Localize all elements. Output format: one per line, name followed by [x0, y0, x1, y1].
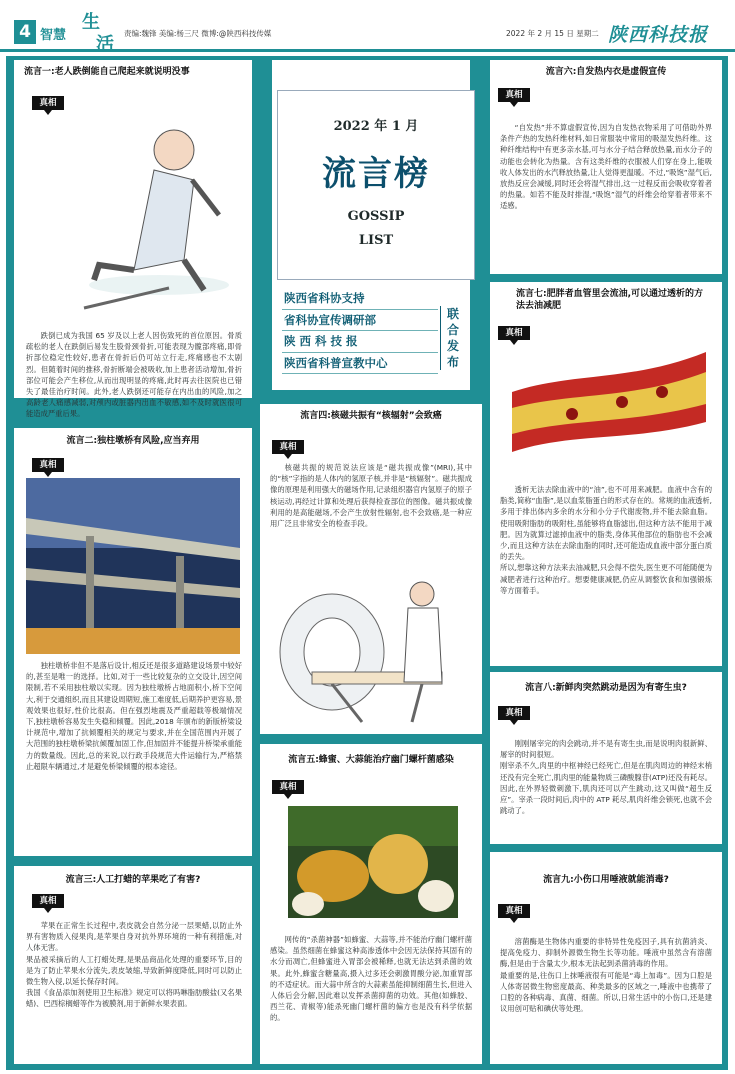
org-3: 陕 西 科 技 报	[282, 331, 438, 353]
rumor-card-1	[14, 60, 252, 419]
rumor-title: 流言三:人工打蜡的苹果吃了有害?	[65, 875, 201, 885]
rumor-title: 流言四:核磁共振有“核辐射”会致癌	[300, 411, 442, 421]
rumor-body: 跌倒已成为我国 65 岁及以上老人因伤致死的首位原因。骨质疏松的老人在跌倒后易发生股骨颈骨折,可能表现为髋部疼痛,即骨折部位稳定性较好,患者在骨折后仍可站立行走,疼痛感也不太剧烈。但随着时间的推移,骨折断端会被吸收,加上患者活动增加,骨折部位可能会产生移位,从而出现明显的疼痛,此时再去往医院也已错失了最佳治疗时间。此外,老人跌倒还可能存在内出血的风险,加之高龄老人痛感减弱,对颅内或脏器内出血不敏感,如不及时就医很可能造成严重后果。	[26, 331, 242, 419]
publisher-orgs	[282, 288, 438, 374]
rumor-title: 流言一:老人跌倒能自己爬起来就说明没事	[24, 67, 190, 77]
rumor-title: 流言九:小伤口用唾液就能消毒?	[543, 875, 669, 885]
rumor-body: 核磁共振的规范说法应该是“磁共振成像”(MRI),其中的“核”字指的是人体内的氢原子核,并非是“核辐射”。磁共振成像的原理是利用强大的磁场作用,记录组织器官内氢原子的原子核运动,再经过计算和处理后获得检查部位的图像。磁共振成像利用的是高能磁场,不会产生放射性辐射,也不会致癌,是一种应用广泛且非常安全的检查手段。	[270, 463, 472, 529]
year-month: 2022 年 1 月	[333, 119, 419, 134]
rumor-body: 溶菌酶是生物体内重要的非特异性免疫因子,具有抗菌消炎、提高免疫力、抑制外源微生物生长等功能。唾液中虽然含有溶菌酶,但是由于含量太少,根本无法起到杀菌消毒的作用。 最重要的是,往伤口上抹唾液很有可能是“毒上加毒”。因为口腔是人体寄居微生物密度最高、种类最多的区域之一,唾液中也携带了口腔的各种病毒、真菌、细菌。所以,日常生活中的小伤口,还是建议用创可贴和碘伏等处理。	[500, 937, 712, 1014]
org-2: 省科协宣传调研部	[282, 310, 438, 332]
rumor-card-3	[14, 866, 252, 1064]
page-header	[0, 0, 735, 55]
rumor-body: “自发热”并不算虚假宣传,因为自发热衣物采用了可借助外界条件产热的发热纤维材料,如日常服装中常用的吸湿发热纤维。这种纤维结构中有更多亲水基,可与水分子结合释放热量,而水分子的动能也会转化为热量。含有这类纤维的衣服被人们穿在身上,能吸收人体发出的水汽释放热量,让人觉得更温暖。不过,“吸饱”湿气后,放热反应会减缓,同时还会将湿气排出,这一过程反而会吸收穿着者的热量。如若不能及时排湿,“吸饱”湿气的纤维会给穿着者带来不适感。	[500, 123, 712, 211]
org-1: 陕西省科协支持	[282, 288, 438, 310]
rumor-card-8	[490, 672, 722, 844]
truth-tag: 真相	[272, 780, 304, 794]
honey-garlic-photo	[288, 806, 458, 918]
rumor-title: 流言二:独柱墩桥有风险,应当弃用	[66, 436, 200, 446]
rumor-card-2	[14, 428, 252, 856]
section-label: 智慧	[40, 28, 67, 43]
truth-tag: 真相	[498, 706, 530, 720]
blood-vessel-illustration	[512, 352, 706, 476]
section-label-char2: 活	[96, 34, 114, 55]
bridge-photo	[26, 478, 240, 654]
english-title-2: LIST	[358, 233, 394, 248]
truth-tag: 真相	[498, 326, 530, 340]
rumor-card-9	[490, 852, 722, 1064]
mri-illustration	[272, 572, 470, 732]
rumor-card-6	[490, 60, 722, 274]
newspaper-logo: 陕西科技报	[608, 24, 709, 46]
rumor-body: 透析无法去除血液中的“油”,也不可用来减肥。血液中含有的脂类,简称“血脂”,是以血浆脂蛋白的形式存在的。常规的血液透析,多用于排出体内多余的水分和小分子代谢废物,并不能去除血脂。使用吸附脂肪的吸附柱,虽能够将血脂滤出,但这种方法不能用于减肥。因为就算过滤掉血液中的脂类,身体其他部位的脂肪也不会减少,而且这种方法在去除血脂的同时,还可能造成血液中部分蛋白质的丢失。 所以,想靠这种方法来去油减肥,只会得不偿失,医生更不可能随便为减肥者进行这种治疗。想要健康减肥,仍应从调整饮食和加强锻炼等方面着手。	[500, 485, 712, 595]
editor-credits: 责编:魏锋 美编:杨三尺 微博:@陕西科技传媒	[124, 29, 272, 38]
issue-date: 2022 年 2 月 15 日 星期二	[506, 29, 599, 38]
main-title: 流言榜	[322, 154, 430, 194]
english-title-1: GOSSIP	[347, 209, 405, 224]
joint-release-label: 联合发布	[440, 306, 466, 370]
truth-tag: 真相	[32, 894, 64, 908]
gossip-list-title-box	[277, 90, 475, 280]
rumor-title: 流言五:蜂蜜、大蒜能治疗幽门螺杆菌感染	[288, 755, 454, 765]
truth-tag: 真相	[272, 440, 304, 454]
section-label-char1: 生	[82, 12, 100, 33]
rumor-body: 独柱墩桥非但不是落后设计,相反还是很多道路建设场景中较好的,甚至是唯一的选择。比如,对于一些比较复杂的立交设计,因空间限制,若不采用独柱墩以实现。因为独柱墩桥占地面积小,桥下空间大,利于交通组织,而且其建设周期短,施工难度低,后期养护更容易,景观效果也很好,性价比很高。但在强烈地震及严重超载等极端情况下,独柱墩桥容易发生失稳和倾覆。因此,2018 年颁布的新版桥梁设计规范中,增加了抗倾覆相关的规定与要求,并在全国范围内开展了大范围的独柱墩桥梁抗倾覆加固工作,但加固并不能提升桥梁承重能力的数量级。因此,总的来说,以行政手段规范大件运输行为,严格禁止超限车辆通过,才是避免桥梁倾覆的根本途径。	[26, 661, 242, 771]
rumor-card-5	[260, 744, 482, 1064]
truth-tag: 真相	[498, 88, 530, 102]
org-4: 陕西省科普宣教中心	[282, 353, 438, 375]
rumor-title: 流言八:新鲜肉突然跳动是因为有寄生虫?	[525, 683, 687, 693]
rumor-title: 流言六:自发热内衣是虚假宣传	[545, 67, 667, 77]
rumor-body: 网传的“杀菌神器”如蜂蜜、大蒜等,并不能治疗幽门螺杆菌感染。虽然细菌在蜂蜜这种高渗透体中会因无法保持其固有的水分而凋亡,但蜂蜜进入胃部会被稀释,也就无法达到杀菌的效果。此外,蜂蜜含糖量高,摄入过多还会刺激胃酸分泌,加重胃部的不适症状。而大蒜中所含的大蒜素虽能抑制细菌生长,但进入人体后会分解,因此难以发挥杀菌抑菌的功效。其他(如蜂胶、西兰花、青椒等)能杀死幽门螺杆菌的偏方也是没有科学依据的。	[270, 935, 472, 1023]
rumor-body: 刚刚屠宰完的肉会跳动,并不是有寄生虫,而是说明肉很新鲜、屠宰的时间很短。 刚宰杀不久,肉里的中枢神经已经死亡,但是在肌肉周边的神经末梢还没有完全死亡,肌肉里的能量物质三磷酸腺苷(ATP)还没有耗尽。因此,在外界轻微刺激下,肌肉还可以产生跳动,这又叫做“超生反应”。宰杀一段时间后,肉中的 ATP 耗尽,肌肉纤维会锁死,也就不会跳动了。	[500, 739, 712, 816]
truth-tag: 真相	[32, 458, 64, 472]
rumor-card-7	[490, 282, 722, 666]
rumor-card-4	[260, 404, 482, 734]
rumor-body: 苹果在正常生长过程中,表皮就会自然分泌一层果蜡,以防止外界有害物质入侵果肉,是苹果自身对抗外界环境的一种有利措施,对人体无害。 果品被采摘后的人工打蜡处理,是果品商品化处理的重要环节,目的是为了防止苹果水分流失,表皮皱缩,导致新鲜度降低,同时可以防止微生物入侵,以延长保存时间。 我国《食品添加剂使用卫生标准》规定可以将吗啉脂肪酸盐(又名果蜡)、巴西棕榈蜡等作为被膜剂,用于新鲜水果表面。	[26, 921, 242, 1009]
truth-tag: 真相	[498, 904, 530, 918]
truth-tag: 真相	[32, 96, 64, 110]
rumor-title: 流言七:肥胖者血管里会流油,可以通过透析的方法去油减肥	[516, 289, 704, 311]
page-number: 4	[14, 20, 36, 44]
fallen-elder-illustration	[74, 120, 234, 320]
